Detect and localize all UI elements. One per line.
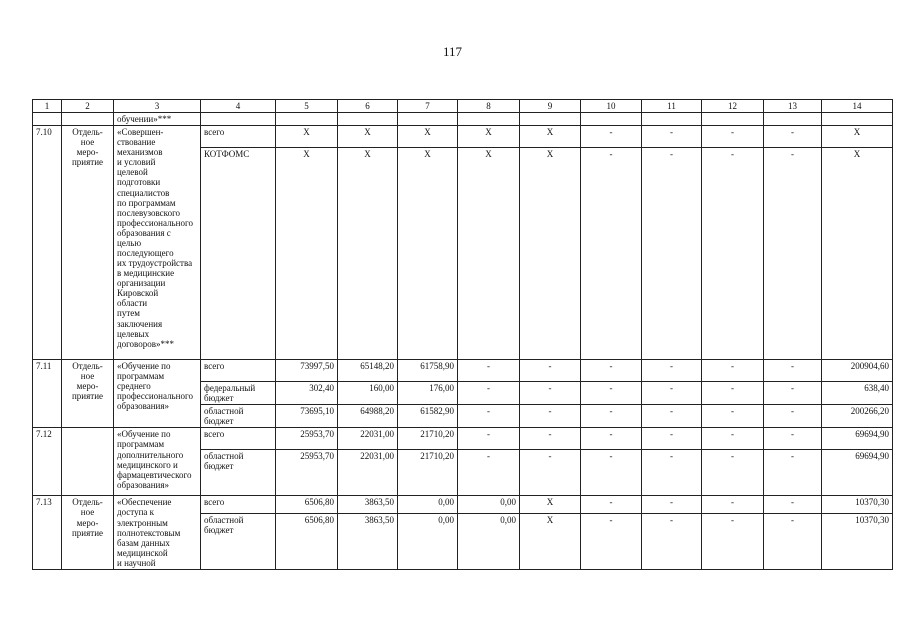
value-cell: X [458, 148, 520, 360]
column-header-8: 8 [458, 100, 520, 113]
value-cell: - [764, 496, 822, 514]
value-cell: - [702, 382, 764, 405]
measure-title: «Обучение по программам дополнительного медицинского и фармацевтического образования» [114, 428, 201, 496]
value-cell: - [581, 148, 642, 360]
value-cell: - [581, 382, 642, 405]
value-cell: 22031,00 [338, 428, 398, 450]
column-header-10: 10 [581, 100, 642, 113]
column-header-13: 13 [764, 100, 822, 113]
value-cell: - [642, 148, 702, 360]
value-cell: - [458, 405, 520, 428]
continuation-cell [581, 113, 642, 126]
table-row [33, 360, 893, 382]
table-row [33, 496, 893, 514]
value-cell: 200904,60 [822, 360, 893, 382]
continuation-cell [822, 113, 893, 126]
value-cell: X [520, 148, 581, 360]
value-cell: - [642, 450, 702, 496]
value-cell: - [764, 405, 822, 428]
column-header-9: 9 [520, 100, 581, 113]
value-cell: 176,00 [398, 382, 458, 405]
continuation-cell [338, 113, 398, 126]
funding-source: областной бюджет [201, 514, 276, 570]
value-cell: - [642, 360, 702, 382]
measure-code: 7.10 [33, 126, 62, 360]
column-header-6: 6 [338, 100, 398, 113]
funding-source: КОТФОМС [201, 148, 276, 360]
value-cell: - [702, 514, 764, 570]
value-cell: X [398, 126, 458, 148]
measure-code: 7.13 [33, 496, 62, 570]
funding-source: всего [201, 126, 276, 148]
value-cell: - [642, 382, 702, 405]
value-cell: 21710,20 [398, 428, 458, 450]
column-header-2: 2 [62, 100, 114, 113]
value-cell: 69694,90 [822, 450, 893, 496]
value-cell: 10370,30 [822, 514, 893, 570]
value-cell: 65148,20 [338, 360, 398, 382]
value-cell: - [581, 496, 642, 514]
continuation-cell [520, 113, 581, 126]
table-row [33, 428, 893, 450]
header-row [33, 100, 893, 113]
table-row [33, 126, 893, 148]
value-cell: - [581, 405, 642, 428]
value-cell: 22031,00 [338, 450, 398, 496]
value-cell: X [822, 148, 893, 360]
continuation-cell [33, 113, 62, 126]
value-cell: - [458, 360, 520, 382]
value-cell: - [581, 126, 642, 148]
column-header-12: 12 [702, 100, 764, 113]
value-cell: - [642, 428, 702, 450]
continuation-cell [201, 113, 276, 126]
value-cell: X [822, 126, 893, 148]
funding-source: всего [201, 496, 276, 514]
funding-source: областной бюджет [201, 405, 276, 428]
column-header-3: 3 [114, 100, 201, 113]
value-cell: - [702, 126, 764, 148]
value-cell: 0,00 [398, 496, 458, 514]
value-cell: - [702, 428, 764, 450]
value-cell: X [398, 148, 458, 360]
value-cell: 3863,50 [338, 496, 398, 514]
value-cell: X [520, 496, 581, 514]
value-cell: - [702, 148, 764, 360]
continuation-cell [458, 113, 520, 126]
page-number: 117 [442, 44, 463, 59]
value-cell: - [764, 514, 822, 570]
value-cell: - [764, 382, 822, 405]
value-cell: - [581, 450, 642, 496]
value-cell: - [702, 496, 764, 514]
value-cell: 638,40 [822, 382, 893, 405]
value-cell: - [581, 514, 642, 570]
measure-type: Отдель- ное меро- приятие [62, 126, 114, 360]
value-cell: - [458, 382, 520, 405]
value-cell: X [520, 126, 581, 148]
value-cell: - [764, 360, 822, 382]
continuation-cell [642, 113, 702, 126]
column-header-5: 5 [276, 100, 338, 113]
value-cell: 25953,70 [276, 428, 338, 450]
value-cell: X [276, 126, 338, 148]
value-cell: - [520, 382, 581, 405]
column-header-4: 4 [201, 100, 276, 113]
measure-title: «Обеспечение доступа к электронным полнотекстовым базам данных медицинской и научной [114, 496, 201, 570]
value-cell: - [702, 450, 764, 496]
continuation-cell [276, 113, 338, 126]
value-cell: 0,00 [398, 514, 458, 570]
funding-source: всего [201, 360, 276, 382]
funding-source: федеральный бюджет [201, 382, 276, 405]
value-cell: - [702, 360, 764, 382]
value-cell: 302,40 [276, 382, 338, 405]
budget-table [32, 99, 893, 570]
value-cell: - [764, 450, 822, 496]
measure-code: 7.12 [33, 428, 62, 496]
measure-type: Отдель- ное меро- приятие [62, 360, 114, 428]
continuation-row [33, 113, 893, 126]
value-cell: - [702, 405, 764, 428]
value-cell: 6506,80 [276, 514, 338, 570]
value-cell: 21710,20 [398, 450, 458, 496]
value-cell: 10370,30 [822, 496, 893, 514]
value-cell: X [276, 148, 338, 360]
column-header-14: 14 [822, 100, 893, 113]
value-cell: 3863,50 [338, 514, 398, 570]
value-cell: - [520, 450, 581, 496]
continuation-cell [398, 113, 458, 126]
continuation-cell [764, 113, 822, 126]
column-header-11: 11 [642, 100, 702, 113]
value-cell: 61582,90 [398, 405, 458, 428]
column-header-7: 7 [398, 100, 458, 113]
continuation-cell: обучении»*** [114, 113, 201, 126]
value-cell: X [520, 514, 581, 570]
value-cell: - [764, 126, 822, 148]
value-cell: - [520, 405, 581, 428]
value-cell: 0,00 [458, 496, 520, 514]
measure-type: Отдель- ное меро- приятие [62, 496, 114, 570]
column-header-1: 1 [33, 100, 62, 113]
value-cell: 200266,20 [822, 405, 893, 428]
measure-code: 7.11 [33, 360, 62, 428]
continuation-cell [62, 113, 114, 126]
value-cell: 69694,90 [822, 428, 893, 450]
value-cell: 73695,10 [276, 405, 338, 428]
value-cell: 61758,90 [398, 360, 458, 382]
value-cell: - [581, 428, 642, 450]
value-cell: - [458, 450, 520, 496]
value-cell: - [520, 428, 581, 450]
value-cell: - [764, 428, 822, 450]
measure-title: «Обучение по программам среднего профессионального образования» [114, 360, 201, 428]
continuation-cell [702, 113, 764, 126]
value-cell: 0,00 [458, 514, 520, 570]
measure-type [62, 428, 114, 496]
funding-source: всего [201, 428, 276, 450]
value-cell: - [642, 405, 702, 428]
value-cell: - [520, 360, 581, 382]
value-cell: 6506,80 [276, 496, 338, 514]
value-cell: - [764, 148, 822, 360]
value-cell: 25953,70 [276, 450, 338, 496]
measure-title: «Совершен- ствование механизмов и условий целевой подготовки специалистов по программам послевузовского профессионального образования с целью последующего их трудоустройства в медицинские организации Кировской области путем заключения целевых договоров»*** [114, 126, 201, 360]
value-cell: X [338, 126, 398, 148]
value-cell: 64988,20 [338, 405, 398, 428]
funding-source: областной бюджет [201, 450, 276, 496]
value-cell: - [642, 126, 702, 148]
value-cell: X [458, 126, 520, 148]
value-cell: 160,00 [338, 382, 398, 405]
value-cell: - [458, 428, 520, 450]
value-cell: - [642, 514, 702, 570]
value-cell: 73997,50 [276, 360, 338, 382]
value-cell: - [581, 360, 642, 382]
value-cell: - [642, 496, 702, 514]
value-cell: X [338, 148, 398, 360]
